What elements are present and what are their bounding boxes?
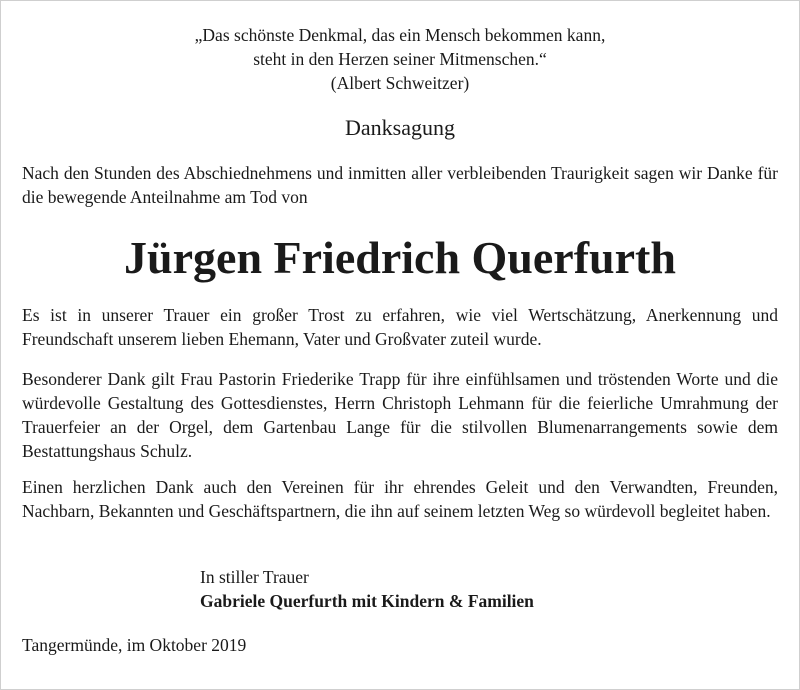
thanks-paragraph-1: Es ist in unserer Trauer ein großer Trost zu erfahren, wie viel Wertschätzung, Anerkennung und Freundschaft unserem lieben Ehemann, Vater und Großvater zuteil wurde. xyxy=(22,305,778,349)
deceased-name: Jürgen Friedrich Querfurth xyxy=(124,232,676,283)
signature-names: Gabriele Querfurth mit Kindern & Familien xyxy=(200,591,534,611)
thanks-paragraph-3: Einen herzlichen Dank auch den Vereinen für ihr ehrendes Geleit und den Verwandten, Freunden, Nachbarn, Bekannten und Geschäftspartnern, die ihn auf seinem letzten Weg so würdevoll begleitet haben. xyxy=(22,477,778,521)
quote-block xyxy=(22,23,778,95)
thanks-paragraph-2: Besonderer Dank gilt Frau Pastorin Friederike Trapp für ihre einfühlsamen und tröstenden Worte und die würdevolle Gestaltung des Gottesdienstes, Herrn Christoph Lehmann für die feierliche Umrahmung der Trauerfeier an der Orgel, dem Gartenbau Lange für die stilvollen Blumenarrangements sowie dem Bestattungshaus Schulz. xyxy=(22,369,778,461)
quote-line-1: „Das schönste Denkmal, das ein Mensch bekommen kann, xyxy=(194,25,606,45)
quote-line-2: steht in den Herzen seiner Mitmenschen.“ xyxy=(253,49,547,69)
quote-author: (Albert Schweitzer) xyxy=(330,73,470,93)
intro-paragraph: Nach den Stunden des Abschiednehmens und inmitten aller verbleibenden Traurigkeit sagen wir Danke für die bewegende Anteilnahme am Tod von xyxy=(22,163,778,207)
signature-block xyxy=(200,565,534,613)
signature-intro: In stiller Trauer xyxy=(200,567,309,587)
place-date: Tangermünde, im Oktober 2019 xyxy=(22,635,247,655)
obituary-notice xyxy=(22,0,778,690)
notice-heading: Danksagung xyxy=(345,115,455,140)
